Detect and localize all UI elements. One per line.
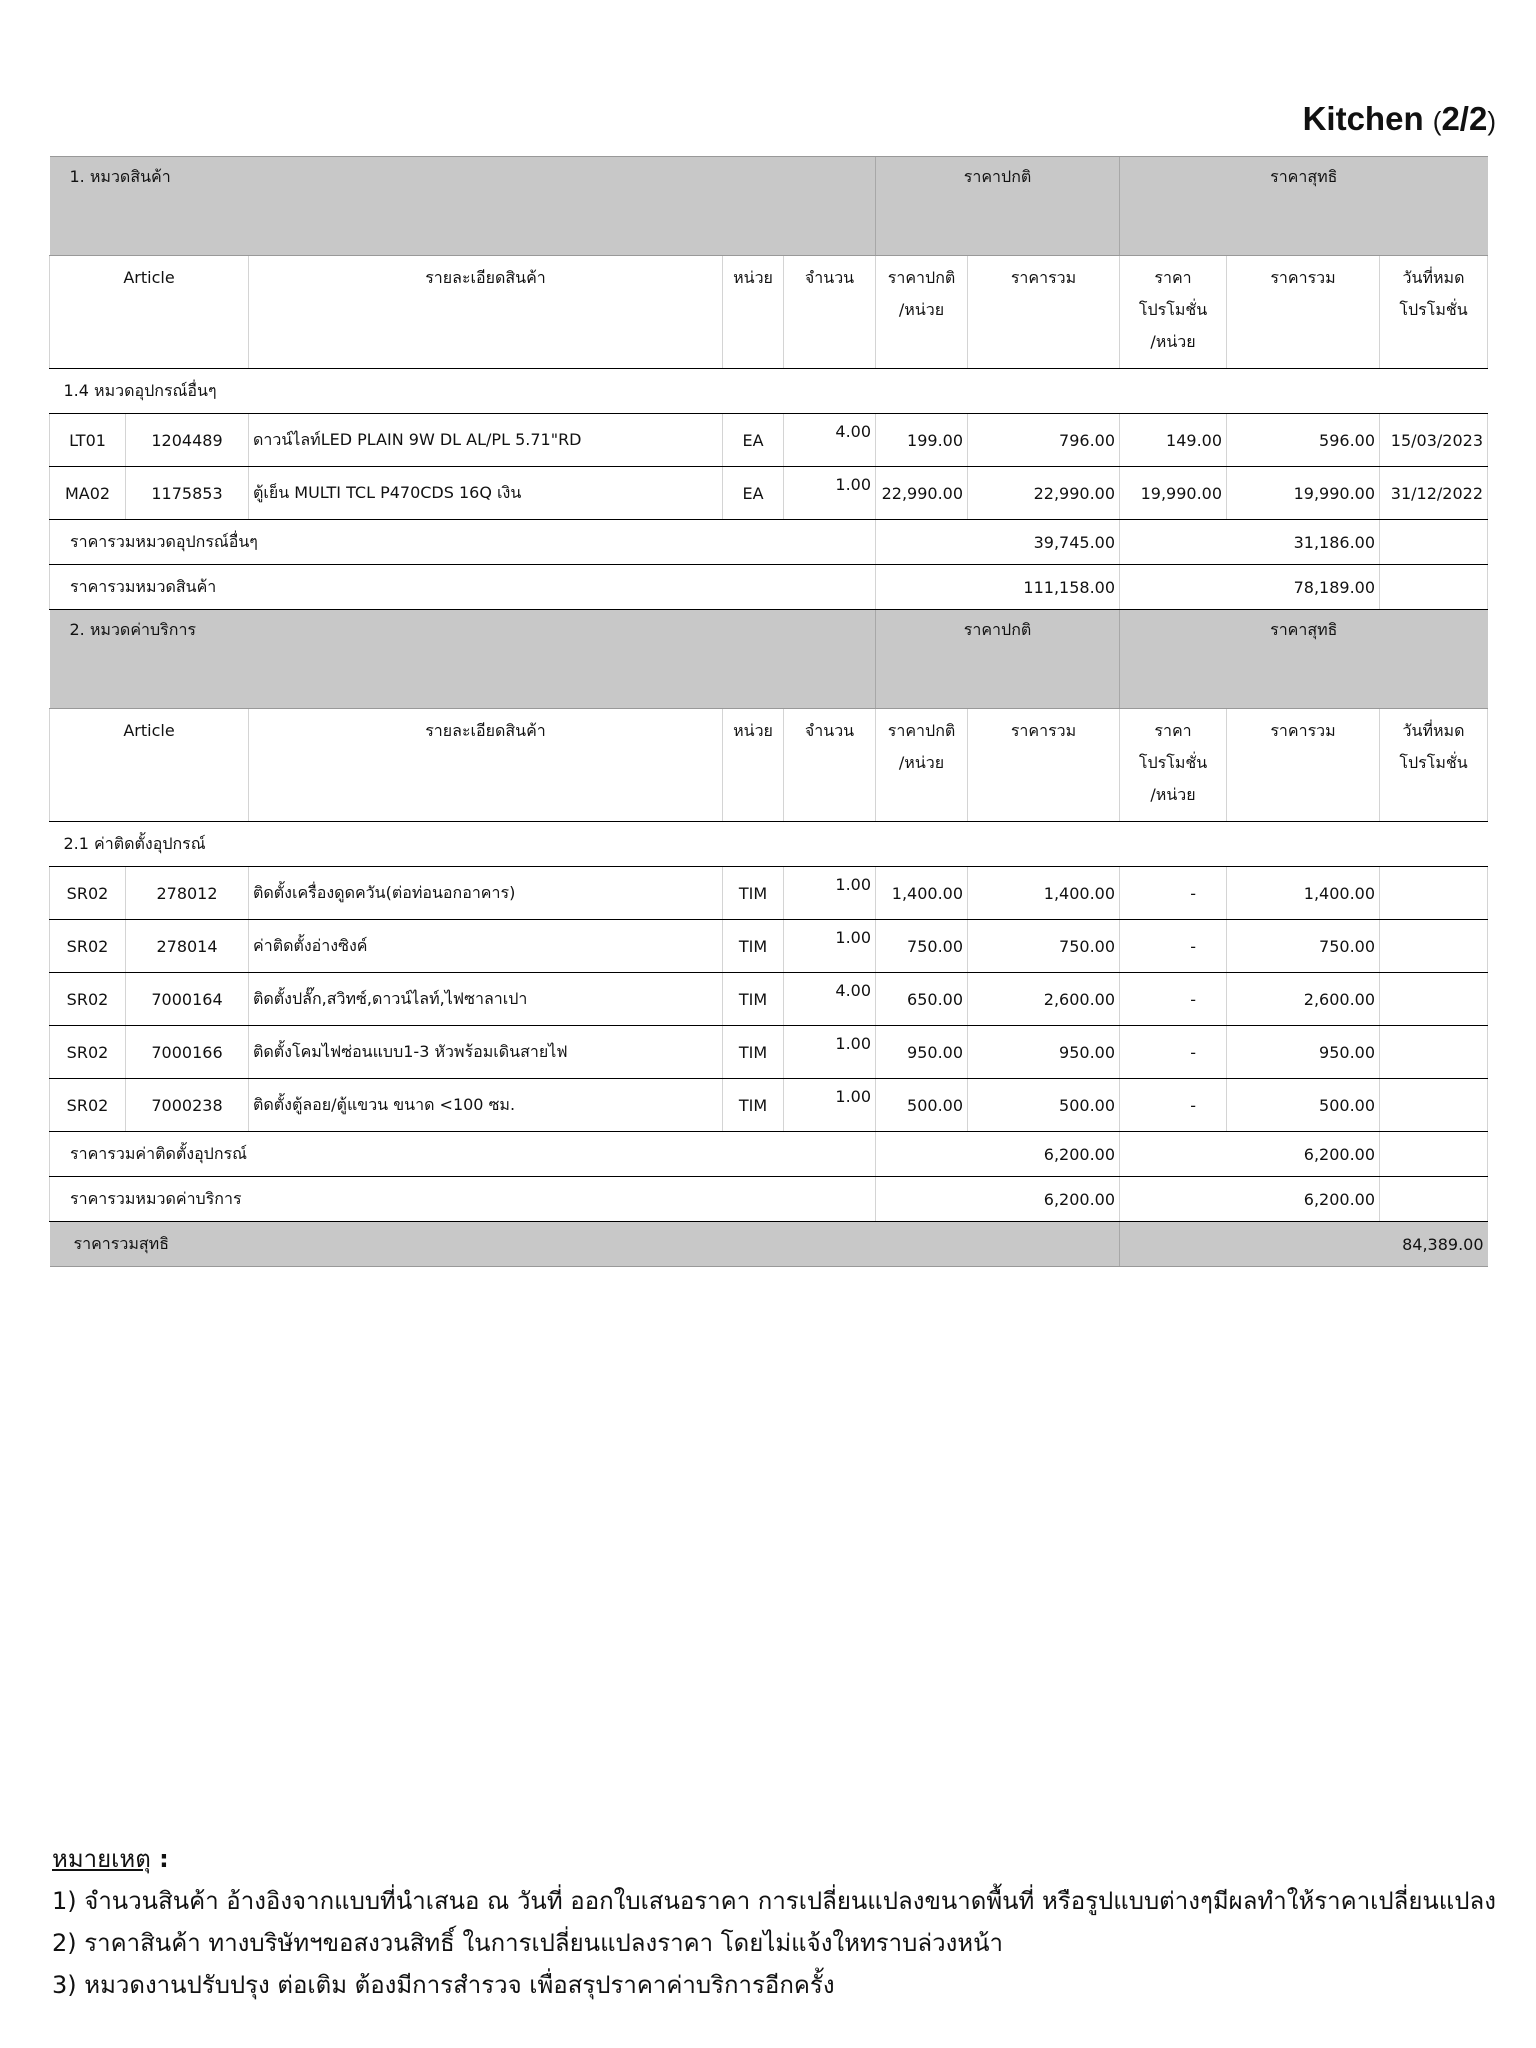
category-total-row	[50, 565, 1488, 610]
subtotal-net: 31,186.00	[1120, 520, 1380, 565]
normal-price-group-header: ราคาปกติ	[876, 157, 1120, 256]
cell-code: SR02	[50, 867, 126, 920]
cell-desc: ติดตั้งโคมไฟซ่อนแบบ1-3 หัวพร้อมเดินสายไฟ	[249, 1026, 723, 1079]
grand-total-label: ราคารวมสุทธิ	[50, 1222, 1120, 1267]
subtotal-row	[50, 1132, 1488, 1177]
column-header-row	[50, 709, 1488, 822]
subtotal-label: ราคารวมค่าติดตั้งอุปกรณ์	[50, 1132, 876, 1177]
column-header-row	[50, 256, 1488, 369]
note-item: 1) จำนวนสินค้า อ้างอิงจากแบบที่นำเสนอ ณ วันที่ ออกใบเสนอราคา การเปลี่ยนแปลงขนาดพื้นที่ หรือรูปแบบต่างๆมีผลทำให้ราคาเปลี่ยนแปลง	[52, 1887, 1496, 1915]
subtotal-net: 6,200.00	[1120, 1132, 1380, 1177]
cell-qty: 1.00	[784, 867, 876, 920]
col-description: รายละเอียดสินค้า	[249, 709, 723, 822]
empty-cell	[1380, 520, 1488, 565]
subcategory-title: 2.1 ค่าติดตั้งอุปกรณ์	[50, 822, 1488, 867]
category-total-label: ราคารวมหมวดสินค้า	[50, 565, 876, 610]
cell-desc: ติดตั้งปลั๊ก,สวิทซ์,ดาวน์ไลท์,ไฟซาลาเปา	[249, 973, 723, 1026]
section-1-header	[50, 157, 1488, 256]
cell-price: 199.00	[876, 414, 968, 467]
cell-date	[1380, 973, 1488, 1026]
cell-price: 1,400.00	[876, 867, 968, 920]
col-qty: จำนวน	[784, 256, 876, 369]
empty-cell	[1380, 565, 1488, 610]
col-unit: หน่วย	[723, 256, 784, 369]
cell-price: 500.00	[876, 1079, 968, 1132]
category-total-normal: 111,158.00	[876, 565, 1120, 610]
cell-net: 750.00	[1227, 920, 1380, 973]
table-row	[50, 920, 1488, 973]
cell-unit: TIM	[723, 973, 784, 1026]
table-row	[50, 467, 1488, 520]
col-promo-price-unit: ราคา โปรโมชั่น /หน่วย	[1120, 256, 1227, 369]
cell-net: 500.00	[1227, 1079, 1380, 1132]
subtotal-normal: 6,200.00	[876, 1132, 1120, 1177]
cell-unit: EA	[723, 414, 784, 467]
cell-total: 2,600.00	[968, 973, 1120, 1026]
subcategory-row	[50, 369, 1488, 414]
cell-price: 22,990.00	[876, 467, 968, 520]
cell-article: 278014	[126, 920, 249, 973]
cell-desc: ติดตั้งเครื่องดูดควัน(ต่อท่อนอกอาคาร)	[249, 867, 723, 920]
col-promo-price-unit: ราคา โปรโมชั่น /หน่วย	[1120, 709, 1227, 822]
col-total: ราคารวม	[968, 256, 1120, 369]
cell-total: 500.00	[968, 1079, 1120, 1132]
col-description: รายละเอียดสินค้า	[249, 256, 723, 369]
net-price-group-header: ราคาสุทธิ	[1120, 157, 1488, 256]
col-qty: จำนวน	[784, 709, 876, 822]
cell-unit: EA	[723, 467, 784, 520]
cell-price: 650.00	[876, 973, 968, 1026]
cell-net: 950.00	[1227, 1026, 1380, 1079]
subtotal-label: ราคารวมหมวดอุปกรณ์อื่นๆ	[50, 520, 876, 565]
cell-qty: 1.00	[784, 920, 876, 973]
col-normal-price-unit: ราคาปกติ /หน่วย	[876, 709, 968, 822]
subtotal-normal: 39,745.00	[876, 520, 1120, 565]
col-total: ราคารวม	[968, 709, 1120, 822]
category-total-row	[50, 1177, 1488, 1222]
cell-code: SR02	[50, 1079, 126, 1132]
quotation-table	[49, 156, 1488, 1267]
table-row	[50, 414, 1488, 467]
subcategory-row	[50, 822, 1488, 867]
cell-date	[1380, 867, 1488, 920]
cell-promo: -	[1120, 867, 1227, 920]
section-2-title: 2. หมวดค่าบริการ	[50, 610, 876, 709]
section-1-title: 1. หมวดสินค้า	[50, 157, 876, 256]
category-total-label: ราคารวมหมวดค่าบริการ	[50, 1177, 876, 1222]
net-price-group-header: ราคาสุทธิ	[1120, 610, 1488, 709]
cell-total: 750.00	[968, 920, 1120, 973]
cell-promo: -	[1120, 920, 1227, 973]
cell-date	[1380, 920, 1488, 973]
cell-total: 1,400.00	[968, 867, 1120, 920]
section-2-header	[50, 610, 1488, 709]
subcategory-title: 1.4 หมวดอุปกรณ์อื่นๆ	[50, 369, 1488, 414]
cell-code: MA02	[50, 467, 126, 520]
cell-promo: -	[1120, 1079, 1227, 1132]
cell-promo: 19,990.00	[1120, 467, 1227, 520]
empty-cell	[1380, 1177, 1488, 1222]
cell-net: 2,600.00	[1227, 973, 1380, 1026]
cell-unit: TIM	[723, 1079, 784, 1132]
category-total-net: 6,200.00	[1120, 1177, 1380, 1222]
cell-unit: TIM	[723, 1026, 784, 1079]
cell-unit: TIM	[723, 867, 784, 920]
cell-article: 1204489	[126, 414, 249, 467]
cell-desc: ค่าติดตั้งอ่างซิงค์	[249, 920, 723, 973]
cell-qty: 4.00	[784, 414, 876, 467]
category-total-normal: 6,200.00	[876, 1177, 1120, 1222]
cell-code: LT01	[50, 414, 126, 467]
cell-article: 1175853	[126, 467, 249, 520]
cell-date: 31/12/2022	[1380, 467, 1488, 520]
note-item: 3) หมวดงานปรับปรุง ต่อเติม ต้องมีการสำรวจ เพื่อสรุปราคาค่าบริการอีกครั้ง	[52, 1971, 835, 1999]
cell-desc: ตู้เย็น MULTI TCL P470CDS 16Q เงิน	[249, 467, 723, 520]
table-row	[50, 1026, 1488, 1079]
cell-code: SR02	[50, 920, 126, 973]
cell-promo: -	[1120, 973, 1227, 1026]
cell-date: 15/03/2023	[1380, 414, 1488, 467]
grand-total-value: 84,389.00	[1120, 1222, 1488, 1267]
cell-net: 19,990.00	[1227, 467, 1380, 520]
cell-total: 950.00	[968, 1026, 1120, 1079]
notes	[52, 1838, 1496, 2006]
cell-date	[1380, 1079, 1488, 1132]
cell-qty: 1.00	[784, 1026, 876, 1079]
cell-code: SR02	[50, 973, 126, 1026]
cell-article: 278012	[126, 867, 249, 920]
col-promo-end-date: วันที่หมด โปรโมชั่น	[1380, 709, 1488, 822]
cell-net: 596.00	[1227, 414, 1380, 467]
table-row	[50, 1079, 1488, 1132]
table-row	[50, 867, 1488, 920]
col-normal-price-unit: ราคาปกติ /หน่วย	[876, 256, 968, 369]
empty-cell	[1380, 1132, 1488, 1177]
notes-heading: หมายเหตุ :	[52, 1845, 169, 1873]
cell-promo: 149.00	[1120, 414, 1227, 467]
cell-article: 7000238	[126, 1079, 249, 1132]
page-title: Kitchen (2/2)	[1302, 100, 1496, 137]
cell-desc: ติดตั้งตู้ลอย/ตู้แขวน ขนาด <100 ซม.	[249, 1079, 723, 1132]
cell-article: 7000166	[126, 1026, 249, 1079]
cell-net: 1,400.00	[1227, 867, 1380, 920]
grand-total-row	[50, 1222, 1488, 1267]
normal-price-group-header: ราคาปกติ	[876, 610, 1120, 709]
cell-qty: 1.00	[784, 467, 876, 520]
col-article: Article	[50, 256, 249, 369]
cell-code: SR02	[50, 1026, 126, 1079]
col-promo-end-date: วันที่หมด โปรโมชั่น	[1380, 256, 1488, 369]
category-total-net: 78,189.00	[1120, 565, 1380, 610]
cell-total: 22,990.00	[968, 467, 1120, 520]
col-article: Article	[50, 709, 249, 822]
col-net-total: ราคารวม	[1227, 709, 1380, 822]
subtotal-row	[50, 520, 1488, 565]
cell-article: 7000164	[126, 973, 249, 1026]
cell-desc: ดาวน์ไลท์LED PLAIN 9W DL AL/PL 5.71"RD	[249, 414, 723, 467]
col-unit: หน่วย	[723, 709, 784, 822]
cell-total: 796.00	[968, 414, 1120, 467]
cell-qty: 1.00	[784, 1079, 876, 1132]
cell-price: 950.00	[876, 1026, 968, 1079]
cell-unit: TIM	[723, 920, 784, 973]
table-row	[50, 973, 1488, 1026]
col-net-total: ราคารวม	[1227, 256, 1380, 369]
cell-qty: 4.00	[784, 973, 876, 1026]
cell-date	[1380, 1026, 1488, 1079]
note-item: 2) ราคาสินค้า ทางบริษัทฯขอสงวนสิทธิ์ ในการเปลี่ยนแปลงราคา โดยไม่แจ้งใหทราบล่วงหน้า	[52, 1929, 1003, 1957]
cell-promo: -	[1120, 1026, 1227, 1079]
cell-price: 750.00	[876, 920, 968, 973]
